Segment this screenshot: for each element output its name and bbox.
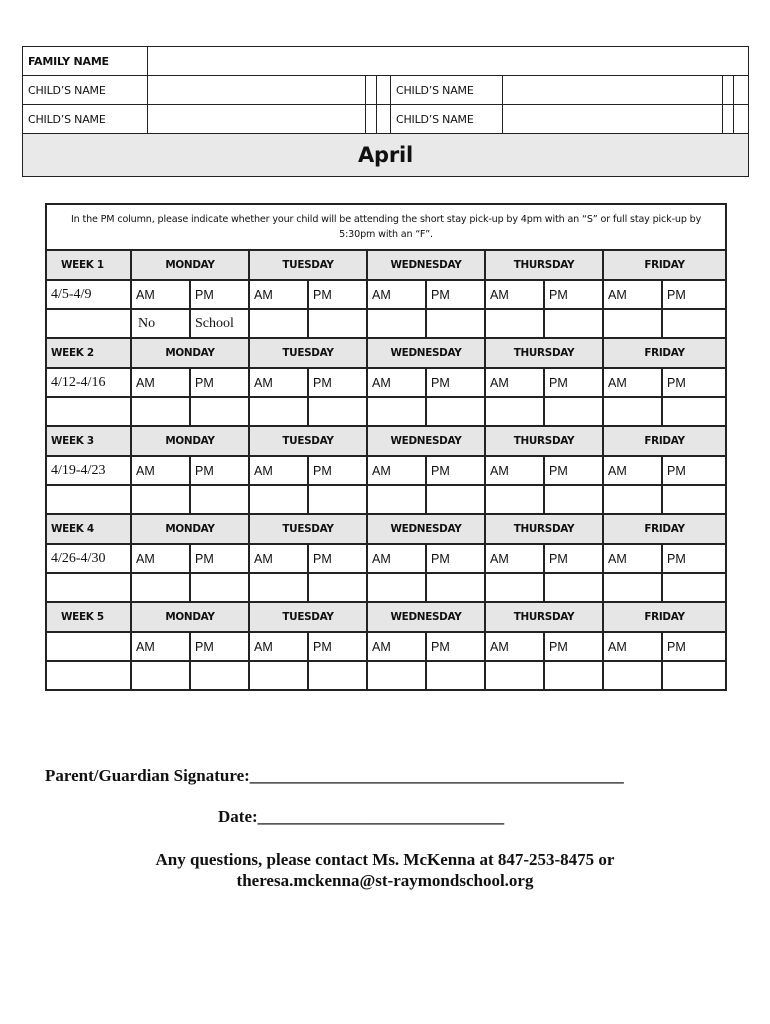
am-entry-cell[interactable] bbox=[367, 573, 426, 602]
pm-label: PM bbox=[308, 456, 367, 485]
am-label: AM bbox=[485, 544, 544, 573]
pm-entry-cell[interactable] bbox=[662, 397, 726, 426]
day-header-monday: MONDAY bbox=[131, 514, 249, 544]
pm-entry-cell[interactable] bbox=[426, 573, 485, 602]
am-label: AM bbox=[485, 368, 544, 397]
am-label: AM bbox=[603, 632, 662, 661]
pm-label: PM bbox=[426, 280, 485, 309]
entry-spacer bbox=[46, 573, 131, 602]
week-dates: 4/12-4/16 bbox=[46, 368, 131, 397]
ampm-row bbox=[46, 280, 726, 309]
am-entry-cell[interactable] bbox=[485, 485, 544, 514]
pm-entry-cell[interactable] bbox=[662, 309, 726, 338]
day-header-monday: MONDAY bbox=[131, 338, 249, 368]
am-label: AM bbox=[249, 456, 308, 485]
am-label: AM bbox=[131, 368, 190, 397]
week-label: WEEK 5 bbox=[46, 602, 131, 632]
ampm-row bbox=[46, 456, 726, 485]
am-label: AM bbox=[249, 280, 308, 309]
pm-label: PM bbox=[544, 544, 603, 573]
am-label: AM bbox=[485, 632, 544, 661]
am-label: AM bbox=[485, 456, 544, 485]
am-label: AM bbox=[131, 456, 190, 485]
pm-label: PM bbox=[426, 456, 485, 485]
am-entry-cell[interactable] bbox=[485, 573, 544, 602]
child-name-field[interactable] bbox=[148, 105, 366, 134]
child-name-label: CHILD’S NAME bbox=[391, 105, 503, 134]
am-entry-cell[interactable] bbox=[249, 309, 308, 338]
am-entry-cell[interactable] bbox=[367, 661, 426, 690]
day-header-tuesday: TUESDAY bbox=[249, 250, 367, 280]
am-entry-cell[interactable] bbox=[249, 573, 308, 602]
ampm-row bbox=[46, 544, 726, 573]
week-dates: 4/5-4/9 bbox=[46, 280, 131, 309]
day-header-friday: FRIDAY bbox=[603, 338, 726, 368]
pm-label: PM bbox=[190, 544, 249, 573]
entry-row bbox=[46, 573, 726, 602]
no-school-note: No bbox=[131, 309, 190, 338]
week-header-row bbox=[46, 250, 726, 280]
am-entry-cell[interactable] bbox=[367, 485, 426, 514]
am-entry-cell[interactable] bbox=[603, 485, 662, 514]
day-header-wednesday: WEDNESDAY bbox=[367, 426, 485, 456]
day-header-thursday: THURSDAY bbox=[485, 602, 603, 632]
am-label: AM bbox=[603, 456, 662, 485]
week-header-row bbox=[46, 514, 726, 544]
no-school-note: School bbox=[190, 309, 249, 338]
pm-entry-cell[interactable] bbox=[544, 485, 603, 514]
pm-entry-cell[interactable] bbox=[426, 309, 485, 338]
pm-entry-cell[interactable] bbox=[308, 309, 367, 338]
pm-entry-cell[interactable] bbox=[308, 661, 367, 690]
pm-entry-cell[interactable] bbox=[544, 397, 603, 426]
pm-label: PM bbox=[308, 368, 367, 397]
pm-label: PM bbox=[308, 632, 367, 661]
pm-label: PM bbox=[662, 632, 726, 661]
pm-label: PM bbox=[544, 632, 603, 661]
child-name-field[interactable] bbox=[148, 76, 366, 105]
child-name-field[interactable] bbox=[503, 76, 723, 105]
pm-label: PM bbox=[190, 632, 249, 661]
day-header-wednesday: WEDNESDAY bbox=[367, 250, 485, 280]
day-header-friday: FRIDAY bbox=[603, 426, 726, 456]
week-label: WEEK 3 bbox=[46, 426, 131, 456]
day-header-tuesday: TUESDAY bbox=[249, 338, 367, 368]
pm-entry-cell[interactable] bbox=[190, 485, 249, 514]
day-header-thursday: THURSDAY bbox=[485, 514, 603, 544]
am-label: AM bbox=[603, 544, 662, 573]
attendance-schedule-table bbox=[45, 203, 727, 691]
week-label: WEEK 2 bbox=[46, 338, 131, 368]
pm-entry-cell[interactable] bbox=[190, 397, 249, 426]
am-entry-cell[interactable] bbox=[249, 661, 308, 690]
pm-entry-cell[interactable] bbox=[308, 573, 367, 602]
contact-line: Any questions, please contact Ms. McKenna at 847-253-8475 or bbox=[155, 850, 615, 869]
am-entry-cell[interactable] bbox=[131, 485, 190, 514]
am-label: AM bbox=[249, 632, 308, 661]
pm-entry-cell[interactable] bbox=[426, 661, 485, 690]
am-entry-cell[interactable] bbox=[603, 309, 662, 338]
pm-label: PM bbox=[426, 368, 485, 397]
family-name-field[interactable] bbox=[148, 47, 749, 76]
day-header-wednesday: WEDNESDAY bbox=[367, 514, 485, 544]
day-header-wednesday: WEDNESDAY bbox=[367, 602, 485, 632]
am-entry-cell[interactable] bbox=[485, 397, 544, 426]
am-label: AM bbox=[131, 544, 190, 573]
am-entry-cell[interactable] bbox=[249, 485, 308, 514]
week-label: WEEK 1 bbox=[46, 250, 131, 280]
pm-label: PM bbox=[662, 280, 726, 309]
pm-entry-cell[interactable] bbox=[544, 309, 603, 338]
entry-spacer bbox=[46, 309, 131, 338]
am-entry-cell[interactable] bbox=[367, 309, 426, 338]
week-header-row bbox=[46, 602, 726, 632]
instructions-note: In the PM column, please indicate whether your child will be attending the short stay pick-up by 4pm with an “S” or full stay pick-up by 5:30pm with an “F”. bbox=[46, 204, 726, 250]
week-dates: 4/26-4/30 bbox=[46, 544, 131, 573]
day-header-thursday: THURSDAY bbox=[485, 338, 603, 368]
pm-entry-cell[interactable] bbox=[308, 397, 367, 426]
am-label: AM bbox=[367, 280, 426, 309]
pm-entry-cell[interactable] bbox=[190, 573, 249, 602]
am-label: AM bbox=[367, 632, 426, 661]
pm-label: PM bbox=[662, 368, 726, 397]
day-header-monday: MONDAY bbox=[131, 250, 249, 280]
am-label: AM bbox=[367, 456, 426, 485]
entry-spacer bbox=[46, 485, 131, 514]
signature-line[interactable]: Parent/Guardian Signature:____________________________________________ bbox=[45, 766, 624, 785]
pm-label: PM bbox=[544, 456, 603, 485]
pm-entry-cell[interactable] bbox=[662, 573, 726, 602]
am-entry-cell[interactable] bbox=[131, 661, 190, 690]
day-header-wednesday: WEDNESDAY bbox=[367, 338, 485, 368]
pm-entry-cell[interactable] bbox=[544, 661, 603, 690]
child-name-label: CHILD’S NAME bbox=[23, 76, 148, 105]
contact-info bbox=[0, 849, 770, 891]
ampm-row bbox=[46, 632, 726, 661]
pm-entry-cell[interactable] bbox=[544, 573, 603, 602]
entry-row bbox=[46, 309, 726, 338]
day-header-tuesday: TUESDAY bbox=[249, 426, 367, 456]
child-name-label: CHILD’S NAME bbox=[391, 76, 503, 105]
ampm-row bbox=[46, 368, 726, 397]
pm-label: PM bbox=[662, 544, 726, 573]
am-label: AM bbox=[249, 544, 308, 573]
pm-label: PM bbox=[308, 280, 367, 309]
week-dates bbox=[46, 632, 131, 661]
family-name-label: FAMILY NAME bbox=[23, 47, 148, 76]
day-header-tuesday: TUESDAY bbox=[249, 514, 367, 544]
am-entry-cell[interactable] bbox=[249, 397, 308, 426]
day-header-monday: MONDAY bbox=[131, 602, 249, 632]
am-label: AM bbox=[485, 280, 544, 309]
am-label: AM bbox=[249, 368, 308, 397]
entry-row bbox=[46, 661, 726, 690]
am-label: AM bbox=[367, 368, 426, 397]
entry-row bbox=[46, 397, 726, 426]
pm-entry-cell[interactable] bbox=[662, 485, 726, 514]
am-entry-cell[interactable] bbox=[485, 309, 544, 338]
day-header-friday: FRIDAY bbox=[603, 514, 726, 544]
entry-spacer bbox=[46, 397, 131, 426]
pm-entry-cell[interactable] bbox=[308, 485, 367, 514]
pm-label: PM bbox=[190, 368, 249, 397]
am-label: AM bbox=[367, 544, 426, 573]
entry-row bbox=[46, 485, 726, 514]
am-entry-cell[interactable] bbox=[485, 661, 544, 690]
am-entry-cell[interactable] bbox=[603, 661, 662, 690]
child-name-label: CHILD’S NAME bbox=[23, 105, 148, 134]
contact-email[interactable]: theresa.mckenna@st-raymondschool.org bbox=[236, 871, 534, 890]
pm-entry-cell[interactable] bbox=[190, 661, 249, 690]
pm-entry-cell[interactable] bbox=[426, 485, 485, 514]
pm-label: PM bbox=[308, 544, 367, 573]
pm-label: PM bbox=[426, 544, 485, 573]
pm-label: PM bbox=[544, 280, 603, 309]
pm-label: PM bbox=[190, 456, 249, 485]
child-name-field[interactable] bbox=[503, 105, 723, 134]
week-header-row bbox=[46, 426, 726, 456]
date-line[interactable]: Date:_____________________________ bbox=[218, 807, 505, 826]
month-title: April bbox=[23, 134, 749, 177]
am-label: AM bbox=[603, 368, 662, 397]
pm-label: PM bbox=[662, 456, 726, 485]
day-header-friday: FRIDAY bbox=[603, 250, 726, 280]
am-entry-cell[interactable] bbox=[603, 573, 662, 602]
week-label: WEEK 4 bbox=[46, 514, 131, 544]
day-header-thursday: THURSDAY bbox=[485, 426, 603, 456]
pm-entry-cell[interactable] bbox=[662, 661, 726, 690]
day-header-monday: MONDAY bbox=[131, 426, 249, 456]
am-entry-cell[interactable] bbox=[131, 573, 190, 602]
entry-spacer bbox=[46, 661, 131, 690]
am-label: AM bbox=[131, 280, 190, 309]
am-label: AM bbox=[603, 280, 662, 309]
day-header-tuesday: TUESDAY bbox=[249, 602, 367, 632]
am-label: AM bbox=[131, 632, 190, 661]
pm-entry-cell[interactable] bbox=[426, 397, 485, 426]
pm-label: PM bbox=[426, 632, 485, 661]
am-entry-cell[interactable] bbox=[603, 397, 662, 426]
pm-label: PM bbox=[190, 280, 249, 309]
week-header-row bbox=[46, 338, 726, 368]
week-dates: 4/19-4/23 bbox=[46, 456, 131, 485]
day-header-friday: FRIDAY bbox=[603, 602, 726, 632]
day-header-thursday: THURSDAY bbox=[485, 250, 603, 280]
am-entry-cell[interactable] bbox=[367, 397, 426, 426]
family-info-table bbox=[22, 46, 749, 177]
am-entry-cell[interactable] bbox=[131, 397, 190, 426]
pm-label: PM bbox=[544, 368, 603, 397]
